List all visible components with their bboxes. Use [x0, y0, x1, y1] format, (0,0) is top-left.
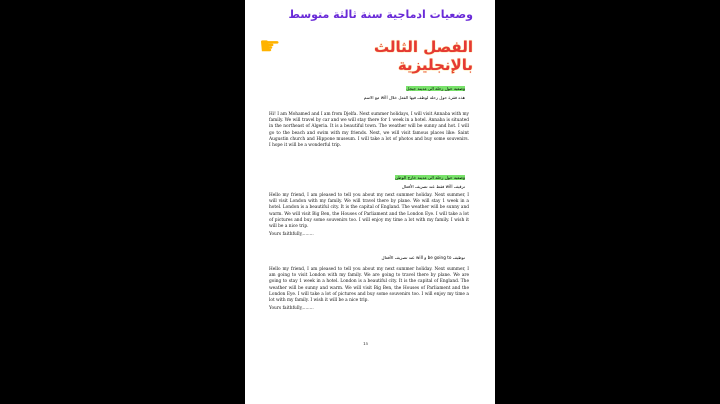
- section2-instruction: ترقيف will فقط عند تصريف الأفعال: [401, 184, 465, 189]
- section2-text: Hello my friend, I am pleased to tell you about my next summer holiday. Next summer, I will visit London with my family. We will travel there by plane. We will stay 1 week in a hotel. London is a beautiful city. It is the capital of England. The weather will be sunny and warm. We will visit Big Ben, the Houses of Parliament and the London Eye. I will take a lot of pictures and buy some souvenirs too. I will enjoy my time a lot with my family. I wish it will be a nice trip.: [269, 193, 469, 230]
- section1-label-highlight: وضعية حول رحلة الى مدينة جيجل: [406, 86, 465, 91]
- section3-closing: Yours faithfully,........: [269, 306, 314, 312]
- document-page: [245, 0, 495, 404]
- section3-paragraph: [269, 267, 469, 314]
- section2-label: [265, 175, 465, 180]
- section1-instruction: هذه فقرة حول رحلة لوظف فيها الفعل خلال will مع الاسم: [363, 95, 465, 100]
- section3-text: Hello my friend, I am pleased to tell you about my next summer holiday. Next summer, I am going to visit London with my family. We are going to travel there by plane. We are going to stay 1 week in a hotel. London is a beautiful city. It is the capital of England. The weather will be sunny and warm. We will visit Big Ben, the Houses of Parliament and the London Eye. I will take a lot of pictures and buy some souvenirs too. I will enjoy my time a lot with my family. I wish it will be a nice trip.: [269, 267, 469, 304]
- section2-label-highlight: وضعية حول رحلة الى مدينة خارج الوطن: [395, 175, 465, 180]
- section3-instruction: توظيف be going to و will عند تصريف الأفعال: [381, 255, 465, 260]
- chapter-title: الفصل الثالث بالإنجليزية: [373, 38, 473, 74]
- section1-paragraph: [269, 112, 469, 151]
- page-number: 15: [363, 341, 369, 346]
- document-title: وضعيات ادماجية سنة ثالثة متوسط: [288, 8, 473, 21]
- section1-label: [265, 86, 465, 91]
- section1-text: Hi! I am Mohamed and I am from Djelfa. Next summer holidays, I will visit Annaba with my family. We will travel by car and we will stay there for 1 week in a hotel. Annaba is situated in the northeast of Algeria. It is a beautiful town. The weather will be sunny and hot. I will go to the beach and swim with my friends. Next, we will visit famous places like: Saint Augustin church and Hippone museum. I will take a lot of photos and buy some souvenirs. I hope it will be a wonderful trip.: [269, 112, 469, 149]
- section2-paragraph: [269, 193, 469, 240]
- pointing-hand-icon: ☛: [259, 32, 281, 60]
- section2-closing: Yours faithfully,........: [269, 232, 314, 238]
